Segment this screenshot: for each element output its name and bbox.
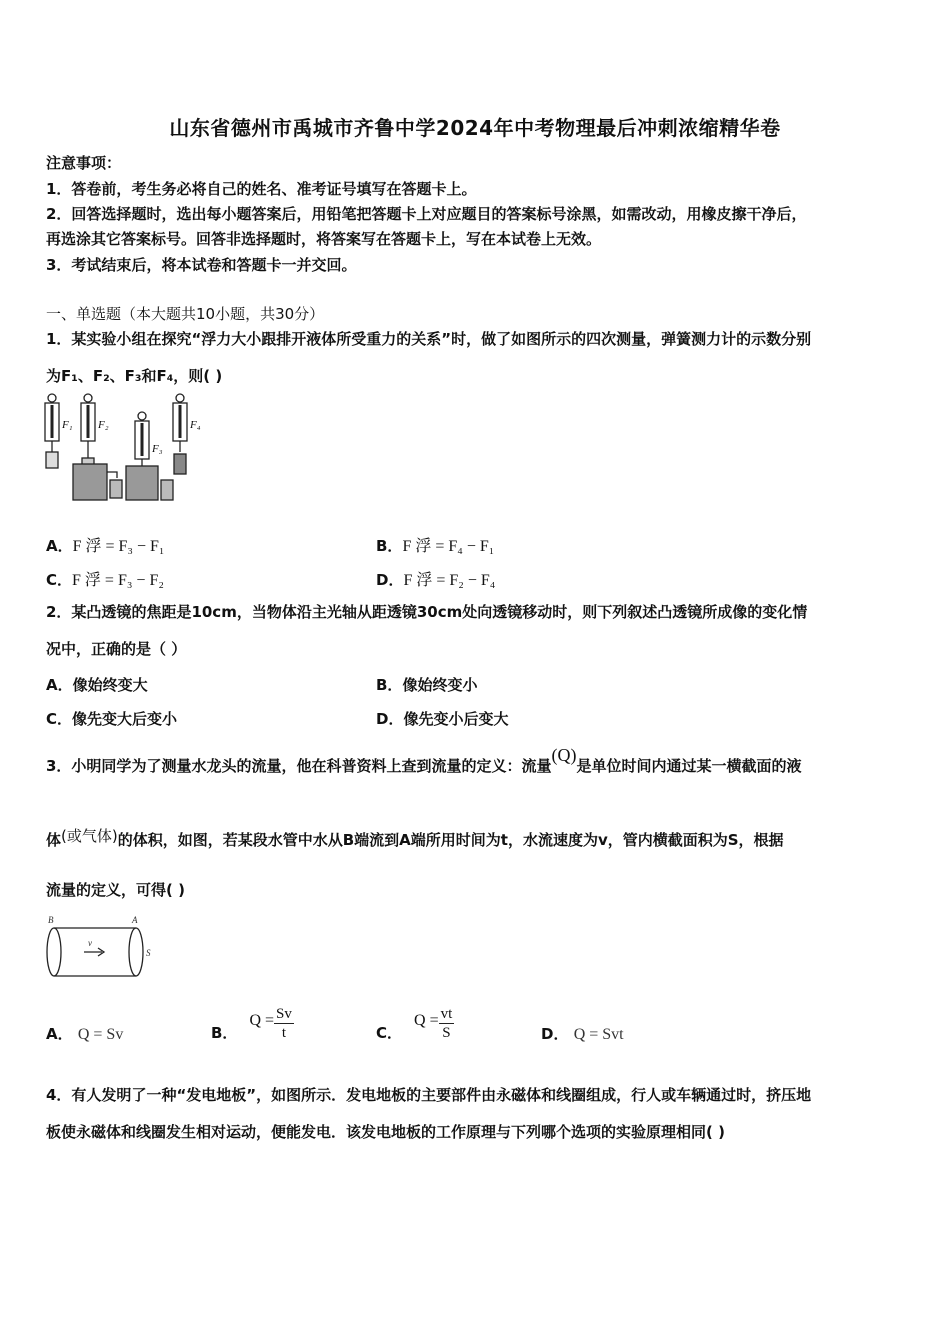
- q3-option-b-fraction: [274, 1005, 294, 1042]
- q1-option-d-text: F 浮 = F₂ − F₄: [403, 572, 496, 589]
- q1-option-d-letter: D．: [376, 571, 404, 589]
- q3-figure-pipe: [40, 912, 160, 982]
- q2-option-b-text: 像始终变小: [402, 676, 478, 694]
- q2-option-c-text: 像先变大后变小: [72, 710, 178, 728]
- q1-stem-line1: 1．某实验小组在探究“浮力大小跟排开液体所受重力的关系”时，做了如图所示的四次测量，弹簧测力计的示数分别: [46, 330, 812, 348]
- q4-stem-line2: 板使永磁体和线圈发生相对运动，便能发电．该发电地板的工作原理与下列哪个选项的实验原理相同( ): [46, 1123, 725, 1141]
- section-heading: 一、单选题（本大题共10小题，共30分）: [46, 305, 325, 323]
- q3-stem-line1-b: 是单位时间内通过某一横截面的液: [576, 757, 802, 775]
- q3-stem-line2-b: 的体积，如图，若某段水管中水从B端流到A端所用时间为t，水流速度为v，管内横截面积为S，根据: [117, 831, 784, 849]
- q3-option-d[interactable]: [541, 1023, 624, 1044]
- q3-option-a[interactable]: [46, 1023, 123, 1044]
- q1-option-b-text: F 浮 = F₄ − F₁: [402, 538, 495, 555]
- q1-option-a[interactable]: [46, 533, 165, 556]
- q3-stem-line1: [46, 745, 802, 776]
- q1-option-a-text: F 浮 = F₃ − F₁: [72, 538, 165, 555]
- q3-option-b[interactable]: [211, 1000, 294, 1046]
- q2-option-c-letter: C．: [46, 710, 73, 728]
- q3-option-c-lhs: Q =: [414, 1012, 439, 1029]
- page-title: 山东省德州市禹城市齐鲁中学2024年中考物理最后冲刺浓缩精华卷: [169, 116, 781, 140]
- q2-option-d[interactable]: [376, 708, 508, 729]
- q1-option-b[interactable]: [376, 533, 494, 556]
- q2-stem-line1: 2．某凸透镜的焦距是10cm，当物体沿主光轴从距透镜30cm处向透镜移动时，则下列叙述凸透镜所成像的变化情: [46, 603, 808, 621]
- q3-stem-line1-a: 3．小明同学为了测量水龙头的流量，他在科普资料上查到流量的定义：流量: [46, 757, 552, 775]
- q1-figure-label-f3: F₃: [152, 443, 163, 455]
- q2-option-c[interactable]: [46, 708, 177, 729]
- q3-figure-label-a: A: [132, 915, 138, 925]
- q3-stem-line2: [46, 829, 784, 850]
- q3-figure-label-s: S: [146, 948, 151, 958]
- q3-stem-line1-q: (Q): [551, 745, 577, 765]
- q3-stem-line3: 流量的定义，可得( ): [46, 881, 185, 899]
- q4-stem-line1: 4．有人发明了一种“发电地板”，如图所示．发电地板的主要部件由永磁体和线圈组成，行人或车辆通过时，挤压地: [46, 1086, 812, 1104]
- q1-figure-spring-scales: [40, 392, 210, 504]
- q1-option-b-letter: B．: [376, 537, 403, 555]
- q1-figure-label-f1: F₁: [62, 419, 73, 431]
- q1-option-c-text: F 浮 = F₃ − F₂: [72, 572, 164, 589]
- q3-option-a-letter: A．: [46, 1025, 73, 1043]
- q3-option-c-num: vt: [440, 1005, 453, 1022]
- notice-heading: 注意事项：: [46, 154, 122, 172]
- q3-option-d-letter: D．: [541, 1025, 569, 1043]
- q3-option-b-lhs: Q =: [249, 1012, 275, 1029]
- q2-option-a-text: 像始终变大: [72, 676, 148, 694]
- q3-option-c-letter: C．: [376, 1023, 403, 1042]
- q3-option-b-letter: B．: [211, 1023, 238, 1042]
- q1-option-c-letter: C．: [46, 571, 73, 589]
- q1-figure-label-f4: F₄: [190, 419, 201, 431]
- q3-stem-line2-a: 体: [46, 831, 62, 849]
- q3-option-a-expr: Q = Sv: [77, 1026, 124, 1043]
- q3-option-b-den: t: [281, 1024, 287, 1041]
- q3-option-d-expr: Q = Svt: [573, 1026, 624, 1043]
- q2-option-a-letter: A．: [46, 676, 73, 694]
- q3-option-b-num: Sv: [276, 1005, 292, 1022]
- q2-stem-line2: 况中，正确的是（ ）: [46, 640, 187, 658]
- q2-option-d-letter: D．: [376, 710, 404, 728]
- notice-item-2: 2．回答选择题时，选出每小题答案后，用铅笔把答题卡上对应题目的答案标号涂黑，如需改动，用橡皮擦干净后，: [46, 205, 807, 223]
- q2-option-d-text: 像先变小后变大: [403, 710, 509, 728]
- q1-stem-line2: 为F₁、F₂、F₃和F₄，则( ): [46, 367, 223, 385]
- q1-option-d[interactable]: [376, 567, 495, 590]
- notice-item-3: 3．考试结束后，将本试卷和答题卡一并交回。: [46, 256, 357, 274]
- q3-figure-label-b: B: [48, 915, 54, 925]
- notice-item-1: 1．答卷前，考生务必将自己的姓名、准考证号填写在答题卡上。: [46, 180, 477, 198]
- q2-option-b[interactable]: [376, 674, 477, 695]
- q3-option-c[interactable]: [376, 1000, 454, 1046]
- q3-figure-label-v: v: [88, 938, 92, 948]
- q3-option-c-fraction: [439, 1005, 455, 1042]
- q1-option-c[interactable]: [46, 567, 164, 590]
- q3-option-c-den: S: [442, 1024, 451, 1041]
- q2-option-a[interactable]: [46, 674, 148, 695]
- q2-option-b-letter: B．: [376, 676, 403, 694]
- q1-option-a-letter: A．: [46, 537, 73, 555]
- notice-item-2-cont: 再选涂其它答案标号。回答非选择题时，将答案写在答题卡上，写在本试卷上无效。: [46, 230, 602, 248]
- q1-figure-label-f2: F₂: [98, 419, 109, 431]
- q3-stem-line2-paren: (或气体): [61, 827, 118, 845]
